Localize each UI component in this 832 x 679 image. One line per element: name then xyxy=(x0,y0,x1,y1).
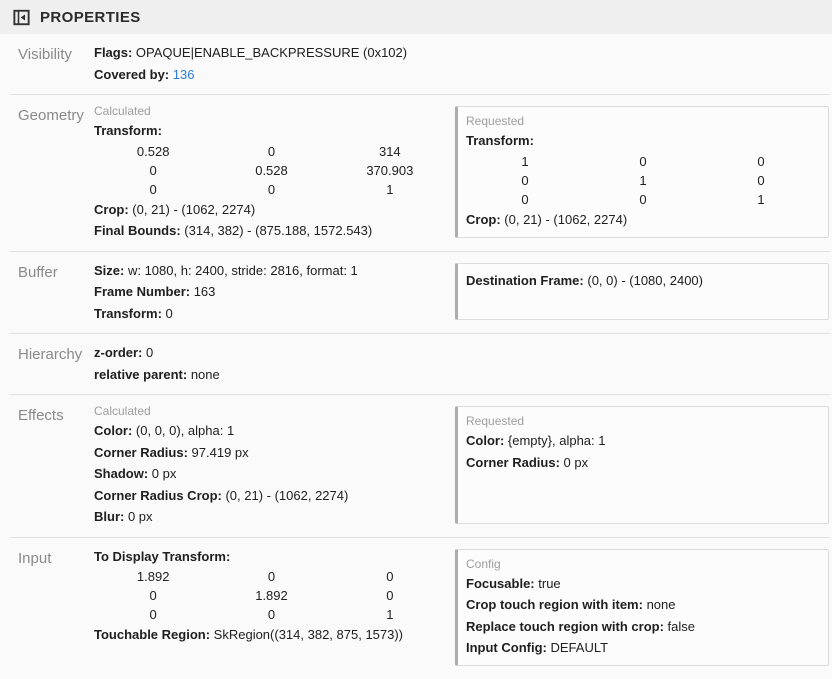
corner-radius-crop-row xyxy=(94,485,449,507)
requested-caption: Requested xyxy=(466,414,525,428)
section-label-effects: Effects xyxy=(18,407,64,424)
blur-value: 0 px xyxy=(127,509,153,524)
matrix-cell: 0 xyxy=(521,172,529,188)
matrix-cell: 0 xyxy=(639,191,647,207)
corner-radius-crop-value: (0, 21) - (1062, 2274) xyxy=(225,487,349,503)
size-key: Size: xyxy=(94,262,125,278)
buffer-destination-box xyxy=(455,263,829,321)
matrix-cell: 1 xyxy=(386,607,394,622)
touchable-region-key: Touchable Region: xyxy=(94,627,211,642)
crop-touch-region-row xyxy=(466,594,820,616)
to-display-transform-key: To Display Transform: xyxy=(94,548,231,564)
final-bounds-value: (314, 382) - (875.188, 1572.543) xyxy=(184,223,373,238)
crop-key: Crop: xyxy=(94,201,129,217)
color-value: (0, 0, 0), alpha: 1 xyxy=(135,423,235,438)
corner-radius-crop-key: Corner Radius Crop: xyxy=(94,487,222,503)
input-config-key: Input Config: xyxy=(466,640,547,655)
blur-key: Blur: xyxy=(94,509,125,524)
flags-value: OPAQUE|ENABLE_BACKPRESSURE (0x102) xyxy=(135,45,408,60)
properties-panel-icon xyxy=(12,8,31,27)
geometry-requested-box xyxy=(455,106,829,238)
matrix-cell: 0 xyxy=(149,162,157,178)
buffer-transform-key: Transform: xyxy=(94,305,162,321)
focusable-value: true xyxy=(538,575,561,591)
section-label-visibility: Visibility xyxy=(18,46,72,63)
blur-row xyxy=(94,506,449,528)
matrix-cell: 0 xyxy=(386,569,394,584)
shadow-key: Shadow: xyxy=(94,466,149,481)
relative-parent-key: relative parent: xyxy=(94,366,188,382)
section-visibility xyxy=(0,34,832,94)
size-value: w: 1080, h: 2400, stride: 2816, format: 1 xyxy=(127,262,358,278)
matrix-cell: 370.903 xyxy=(366,162,414,178)
section-label-geometry: Geometry xyxy=(18,107,84,124)
covered-by-link[interactable]: 136 xyxy=(172,66,195,82)
matrix-cell: 0 xyxy=(149,181,157,197)
touchable-region-row xyxy=(94,624,449,646)
matrix-cell: 0 xyxy=(267,607,276,622)
section-geometry xyxy=(0,95,832,251)
destination-frame-row xyxy=(466,270,820,292)
final-bounds-row xyxy=(94,220,449,242)
requested-caption: Requested xyxy=(466,114,525,128)
transform-row xyxy=(94,120,449,142)
corner-radius-row xyxy=(466,452,820,474)
focusable-row xyxy=(466,573,820,595)
section-buffer xyxy=(0,252,832,334)
replace-touch-region-key: Replace touch region with crop: xyxy=(466,618,664,634)
corner-radius-row xyxy=(94,442,449,464)
corner-radius-value: 97.419 px xyxy=(191,444,249,460)
input-config-row xyxy=(466,637,820,659)
z-order-key: z-order: xyxy=(94,345,143,360)
corner-radius-value: 0 px xyxy=(563,454,589,470)
matrix-cell: 1.892 xyxy=(255,588,288,603)
frame-number-value: 163 xyxy=(193,284,216,299)
effects-requested-box xyxy=(455,406,829,524)
color-key: Color: xyxy=(466,433,505,448)
final-bounds-key: Final Bounds: xyxy=(94,223,181,238)
shadow-row xyxy=(94,463,449,485)
shadow-value: 0 px xyxy=(151,466,177,481)
matrix-cell: 0 xyxy=(386,588,394,603)
crop-key: Crop: xyxy=(466,211,501,227)
crop-row xyxy=(466,209,820,231)
section-hierarchy xyxy=(0,334,832,394)
covered-by-key: Covered by: xyxy=(94,66,170,82)
crop-touch-region-key: Crop touch region with item: xyxy=(466,597,643,612)
matrix-cell: 1 xyxy=(639,172,647,188)
buffer-transform-row xyxy=(94,303,449,325)
crop-value: (0, 21) - (1062, 2274) xyxy=(504,211,628,227)
flags-row xyxy=(94,42,829,64)
color-key: Color: xyxy=(94,423,133,438)
flags-key: Flags: xyxy=(94,45,133,60)
frame-number-row xyxy=(94,281,449,303)
frame-number-key: Frame Number: xyxy=(94,284,191,299)
corner-radius-key: Corner Radius: xyxy=(94,444,188,460)
relative-parent-row xyxy=(94,364,829,386)
calculated-caption: Calculated xyxy=(94,404,151,418)
matrix-cell: 0 xyxy=(149,607,157,622)
destination-frame-value: (0, 0) - (1080, 2400) xyxy=(587,272,703,288)
matrix-cell: 0 xyxy=(267,143,276,159)
buffer-transform-value: 0 xyxy=(165,305,173,321)
properties-header xyxy=(0,0,832,34)
panel-title: PROPERTIES xyxy=(40,8,141,26)
crop-value: (0, 21) - (1062, 2274) xyxy=(132,201,256,217)
z-order-value: 0 xyxy=(146,345,154,360)
matrix-cell: 0 xyxy=(757,153,765,169)
section-label-hierarchy: Hierarchy xyxy=(18,346,83,363)
replace-touch-region-value: false xyxy=(667,618,696,634)
transform-key: Transform: xyxy=(94,123,162,138)
input-config-value: DEFAULT xyxy=(550,640,609,655)
color-row xyxy=(466,430,820,452)
section-label-buffer: Buffer xyxy=(18,263,58,281)
matrix-cell: 1 xyxy=(386,181,394,197)
matrix-cell: 1 xyxy=(521,153,529,169)
matrix-cell: 0 xyxy=(149,588,157,603)
matrix-cell: 1 xyxy=(757,191,765,207)
requested-transform-matrix xyxy=(466,152,820,209)
matrix-cell: 0 xyxy=(639,153,647,169)
replace-touch-region-row xyxy=(466,616,820,638)
to-display-transform-matrix xyxy=(94,567,449,624)
matrix-cell: 0 xyxy=(521,191,529,207)
focusable-key: Focusable: xyxy=(466,575,535,591)
matrix-cell: 1.892 xyxy=(136,569,170,584)
calculated-caption: Calculated xyxy=(94,104,151,118)
z-order-row xyxy=(94,342,829,364)
matrix-cell: 0 xyxy=(267,569,276,584)
section-label-input: Input xyxy=(18,549,52,567)
covered-by-row xyxy=(94,64,829,86)
calculated-transform-matrix xyxy=(94,142,449,199)
section-effects xyxy=(0,395,832,537)
corner-radius-key: Corner Radius: xyxy=(466,454,560,470)
color-value: {empty}, alpha: 1 xyxy=(507,433,606,448)
config-caption: Config xyxy=(466,556,501,571)
matrix-cell: 0 xyxy=(267,181,276,197)
color-row xyxy=(94,420,449,442)
crop-row xyxy=(94,199,449,221)
transform-key: Transform: xyxy=(466,133,534,148)
relative-parent-value: none xyxy=(190,366,220,382)
matrix-cell: 0.528 xyxy=(255,162,288,178)
destination-frame-key: Destination Frame: xyxy=(466,272,584,288)
touchable-region-value: SkRegion((314, 382, 875, 1573)) xyxy=(213,627,404,642)
section-input xyxy=(0,538,832,679)
transform-row xyxy=(466,130,820,152)
buffer-size-row xyxy=(94,260,449,282)
matrix-cell: 0.528 xyxy=(136,143,170,159)
matrix-cell: 314 xyxy=(378,143,401,159)
matrix-cell: 0 xyxy=(757,172,765,188)
to-display-transform-row xyxy=(94,546,449,568)
crop-touch-region-value: none xyxy=(646,597,676,612)
input-config-box xyxy=(455,549,829,666)
